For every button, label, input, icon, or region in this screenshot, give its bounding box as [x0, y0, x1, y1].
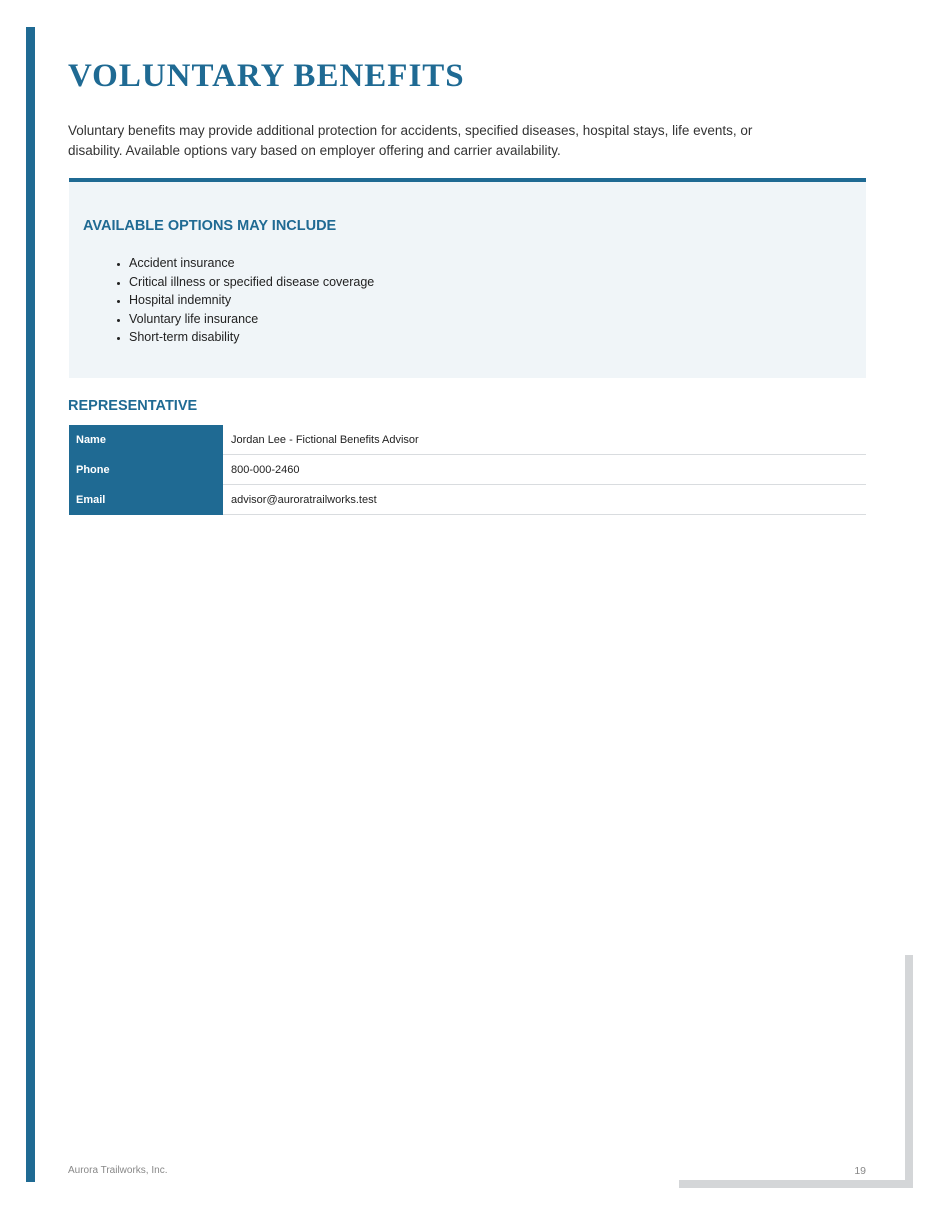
- options-list: [111, 254, 374, 347]
- table-row: [69, 455, 866, 485]
- corner-mark-vertical: [905, 955, 913, 1188]
- row-label-email: Email: [69, 485, 223, 515]
- list-item: • Accident insurance: [129, 254, 374, 273]
- list-item: • Short-term disability: [129, 328, 374, 347]
- footer-company: Aurora Trailworks, Inc.: [68, 1165, 168, 1176]
- page-title: VOLUNTARY BENEFITS: [68, 58, 465, 94]
- row-value-name: Jordan Lee - Fictional Benefits Advisor: [223, 425, 866, 455]
- row-value-email: advisor@auroratrailworks.test: [223, 485, 866, 515]
- list-item: • Critical illness or specified disease coverage: [129, 273, 374, 292]
- left-accent-bar: [26, 27, 35, 1182]
- table-row: [69, 425, 866, 455]
- options-panel: [69, 178, 866, 378]
- row-label-phone: Phone: [69, 455, 223, 485]
- list-item: • Voluntary life insurance: [129, 310, 374, 329]
- representative-heading: REPRESENTATIVE: [68, 398, 198, 414]
- list-item: • Hospital indemnity: [129, 291, 374, 310]
- options-heading: AVAILABLE OPTIONS MAY INCLUDE: [83, 218, 337, 234]
- row-value-phone: 800-000-2460: [223, 455, 866, 485]
- row-label-name: Name: [69, 425, 223, 455]
- corner-mark-horizontal: [679, 1180, 913, 1188]
- intro-paragraph: Voluntary benefits may provide additional protection for accidents, specified diseases, hospital stays, life events, or disability. Available options vary based on employer offering and carrier availability.: [68, 123, 753, 158]
- table-row: [69, 485, 866, 515]
- footer-page-number: 19: [854, 1165, 866, 1177]
- representative-table: [69, 425, 866, 515]
